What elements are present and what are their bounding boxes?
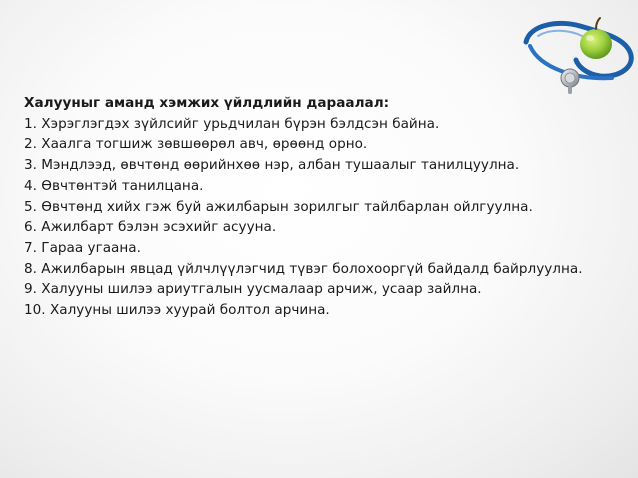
step-item: 4. Өвчтөнтэй танилцана. [24,177,204,194]
step-item: 6. Ажилбарт бэлэн эсэхийг асууна. [24,219,277,236]
slide-content [24,93,624,321]
step-item: 3. Мэндлээд, өвчтөнд өөрийнхөө нэр, албан тушаалыг танилцуулна. [24,157,520,174]
step-item: 7. Гараа угаана. [24,239,141,256]
slide-heading: Халууныг аманд хэмжих үйлдлийн дараалал: [24,95,390,111]
step-item: 2. Хаалга тогшиж зөвшөөрөл авч, өрөөнд орно. [24,136,368,153]
step-item: 9. Халууны шилээ ариутгалын уусмалаар арчиж, усаар зайлна. [24,281,482,298]
step-item: 5. Өвчтөнд хийх гэж буй ажилбарын зорилгыг тайлбарлан ойлгуулна. [24,198,533,215]
stethoscope-apple-icon [520,16,638,100]
steps-list [24,114,624,321]
step-item: 8. Ажилбарын явцад үйлчлүүлэгчид түвэг болохооргүй байдалд байрлуулна. [24,260,583,277]
step-item: 1. Хэрэглэгдэх зүйлсийг урьдчилан бүрэн бэлдсэн байна. [24,115,440,132]
step-item: 10. Халууны шилээ хуурай болтол арчина. [24,302,330,319]
